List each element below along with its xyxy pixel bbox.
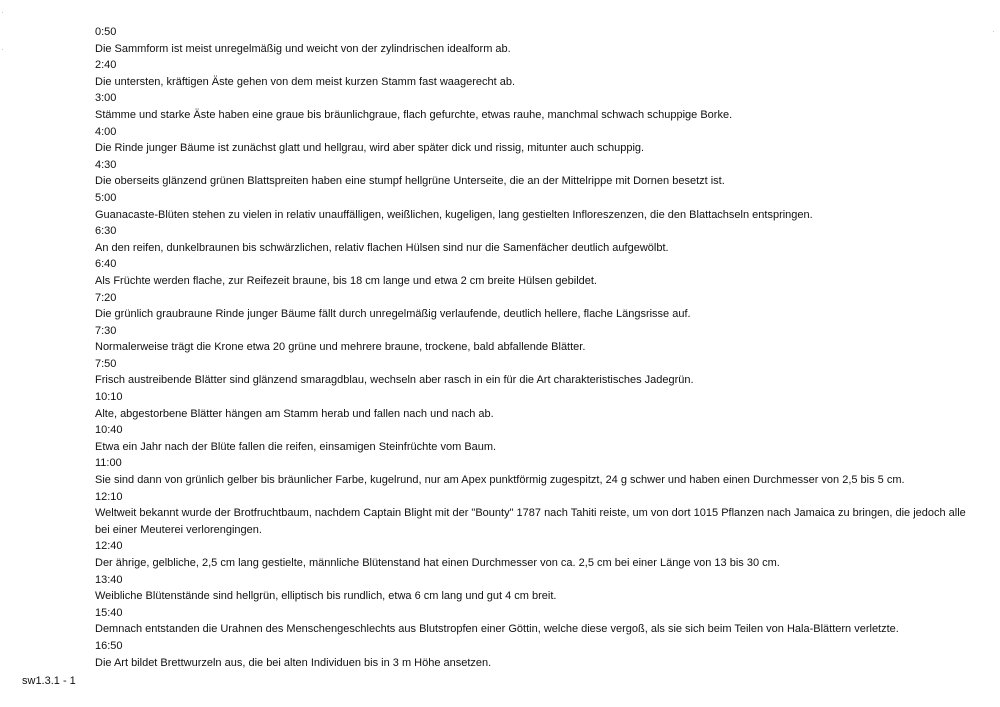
page-mark xyxy=(2,49,3,50)
transcript-entry xyxy=(95,24,970,57)
page-mark xyxy=(2,12,3,13)
timestamp: 6:40 xyxy=(95,258,117,271)
transcript-text: Guanacaste-Blüten stehen zu vielen in relativ unauffälligen, weißlichen, kugeligen, lang gestielten Infloreszenzen, die den Blattachseln entspringen. xyxy=(95,208,813,221)
transcript-entry xyxy=(95,323,970,356)
page-mark xyxy=(993,31,994,32)
timestamp: 7:30 xyxy=(95,324,117,337)
transcript-entry xyxy=(95,356,970,389)
transcript-text: Die grünlich graubraune Rinde junger Bäume fällt durch unregelmäßig verlaufende, deutlich hellere, flache Längsrisse auf. xyxy=(95,308,691,321)
transcript-entry xyxy=(95,290,970,323)
transcript-entry xyxy=(95,57,970,90)
transcript-text: Sie sind dann von grünlich gelber bis bräunlicher Farbe, kugelrund, nur am Apex punktförmig zugespitzt, 24 g schwer und haben einen Durchmesser von 2,5 bis 5 cm. xyxy=(95,474,905,487)
transcript-text: Die Art bildet Brettwurzeln aus, die bei alten Individuen bis in 3 m Höhe ansetzen. xyxy=(95,656,492,669)
timestamp: 10:10 xyxy=(95,391,123,404)
transcript-text: Der ährige, gelbliche, 2,5 cm lang gestielte, männliche Blütenstand hat einen Durchmesser von ca. 2,5 cm bei einer Länge von 13 bis 30 cm. xyxy=(95,557,780,569)
transcript-text: Die oberseits glänzend grünen Blattspreiten haben eine stumpf hellgrüne Unterseite, die an der Mittelrippe mit Dornen besetzt ist. xyxy=(95,175,725,188)
timestamp: 4:30 xyxy=(95,158,117,171)
timestamp: 3:00 xyxy=(95,92,117,105)
transcript-entry xyxy=(95,572,970,605)
transcript-entry xyxy=(95,489,970,539)
transcript-text: Die Rinde junger Bäume ist zunächst glatt und hellgrau, wird aber später dick und rissig, mitunter auch schuppig. xyxy=(95,142,645,155)
timestamp: 11:00 xyxy=(95,457,122,470)
transcript-entry xyxy=(95,638,970,671)
transcript-entry xyxy=(95,157,970,190)
transcript-text: Frisch austreibende Blätter sind glänzend smaragdblau, wechseln aber rasch in ein für die Art charakteristisches Jadegrün. xyxy=(95,374,694,387)
transcript-entry xyxy=(95,538,970,571)
transcript-entry xyxy=(95,124,970,157)
transcript-text: Normalerweise trägt die Krone etwa 20 grüne und mehrere braune, trockene, bald abfallende Blätter. xyxy=(95,341,586,354)
timestamp: 12:10 xyxy=(95,490,123,503)
transcript-text: Die Sammform ist meist unregelmäßig und weicht von der zylindrischen idealform ab. xyxy=(95,42,511,55)
transcript-text: Weibliche Blütenstände sind hellgrün, elliptisch bis rundlich, etwa 6 cm lang und gut 4 cm breit. xyxy=(95,590,557,603)
timestamp: 15:40 xyxy=(95,606,123,619)
timestamp: 0:50 xyxy=(95,26,117,38)
transcript-text: Etwa ein Jahr nach der Blüte fallen die reifen, einsamigen Steinfrüchte vom Baum. xyxy=(95,440,497,453)
transcript-entry xyxy=(95,422,970,455)
transcript-entry xyxy=(95,223,970,256)
transcript-text: Die untersten, kräftigen Äste gehen von dem meist kurzen Stamm fast waagerecht ab. xyxy=(95,75,516,88)
timestamp: 7:50 xyxy=(95,357,117,370)
transcript-entry xyxy=(95,605,970,638)
timestamp: 10:40 xyxy=(95,424,123,437)
timestamp: 7:20 xyxy=(95,291,117,304)
timestamp: 6:30 xyxy=(95,225,117,238)
transcript-entry xyxy=(95,455,970,488)
transcript-entry xyxy=(95,190,970,223)
timestamp: 5:00 xyxy=(95,191,117,204)
transcript-text: Demnach entstanden die Urahnen des Menschengeschlechts aus Blutstropfen einer Göttin, welche diese vergoß, als sie sich beim Teilen von Hala-Blättern verletzte. xyxy=(95,623,899,636)
transcript-text: Alte, abgestorbene Blätter hängen am Stamm herab und fallen nach und nach ab. xyxy=(95,407,494,420)
transcript-entry xyxy=(95,90,970,123)
transcript-list xyxy=(95,24,970,671)
transcript-text: Stämme und starke Äste haben eine graue bis bräunlichgraue, flach gefurchte, etwas rauhe, manchmal schwach schuppige Borke. xyxy=(95,108,733,121)
transcript-text: An den reifen, dunkelbraunen bis schwärzlichen, relativ flachen Hülsen sind nur die Samenfächer deutlich aufgewölbt. xyxy=(95,241,669,254)
timestamp: 2:40 xyxy=(95,59,117,72)
timestamp: 4:00 xyxy=(95,125,117,138)
timestamp: 12:40 xyxy=(95,540,123,553)
transcript-text: Als Früchte werden flache, zur Reifezeit braune, bis 18 cm lange und etwa 2 cm breite Hülsen gebildet. xyxy=(95,274,597,287)
timestamp: 13:40 xyxy=(95,573,123,586)
transcript-entry xyxy=(95,389,970,422)
timestamp: 16:50 xyxy=(95,639,123,652)
transcript-text: Weltweit bekannt wurde der Brotfruchtbaum, nachdem Captain Blight mit der "Bounty" 1787 nach Tahiti reiste, um von dort 1015 Pflanzen nach Jamaica zu bringen, die jedoch alle bei einer Meuterei verlorengingen. xyxy=(95,507,966,536)
page-footer-label: sw1.3.1 - 1 xyxy=(22,675,76,687)
transcript-entry xyxy=(95,256,970,289)
